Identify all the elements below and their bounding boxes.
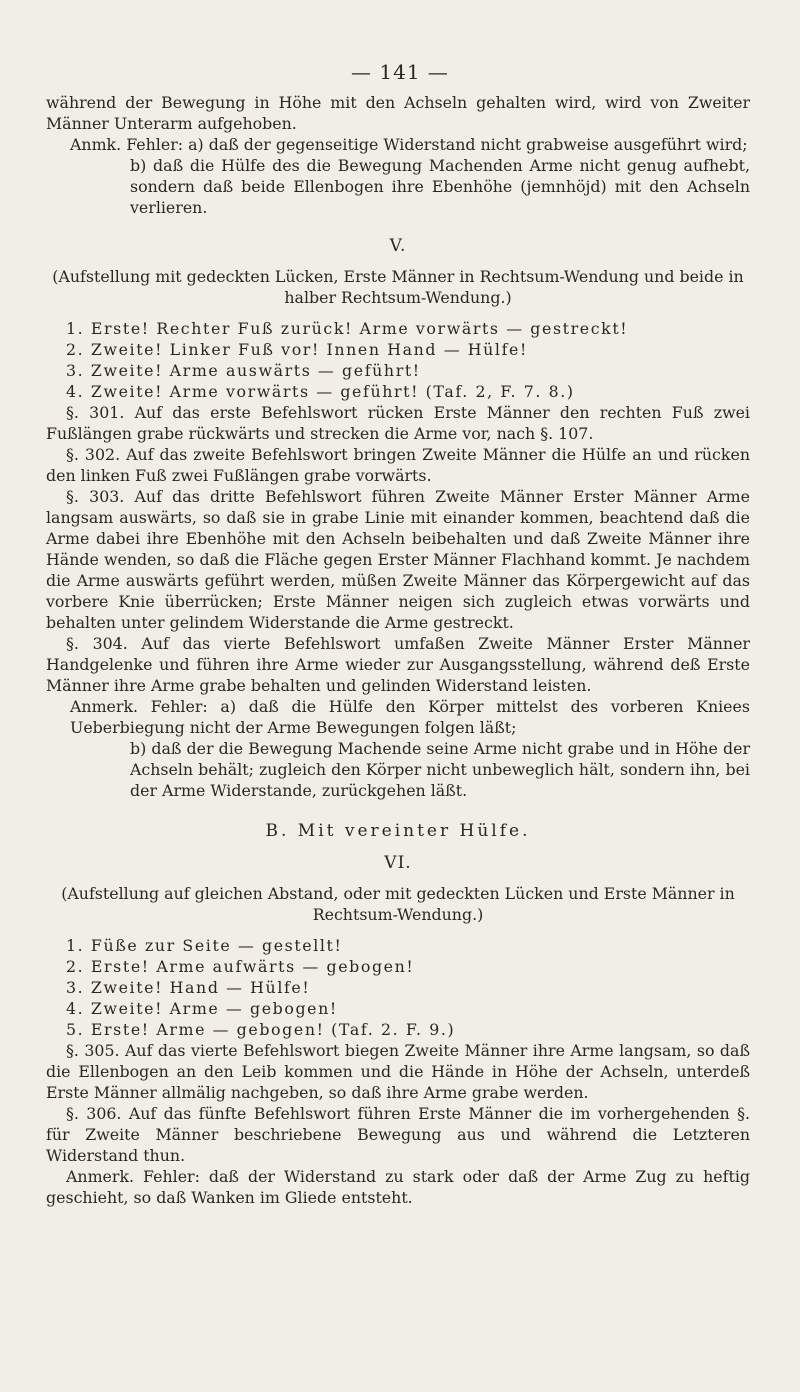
command-line: 5. Erste! Arme — gebogen! (Taf. 2. F. 9.) (66, 1020, 456, 1039)
command-line: 4. Zweite! Arme vorwärts — geführt! (Taf. 2, F. 7. 8.) (66, 382, 575, 401)
paragraph-301: §. 301. Auf das erste Befehlswort rücken Erste Männer den rechten Fuß zwei Fußlängen grabe rückwärts und strecken die Arme vor, nach §. 107. (46, 403, 750, 443)
remark-error-a: Fehler: a) daß die Hülfe den Körper mittelst des vorberen Kniees Ueberbiegung nicht der Arme Bewegungen folgen läßt; (70, 697, 750, 737)
command-line: 2. Erste! Arme aufwärts — gebogen! (66, 957, 415, 976)
paragraph-306: §. 306. Auf das fünfte Befehlswort führen Erste Männer die im vorhergehenden §. für Zweite Männer beschriebene Bewegung aus und während die Letzteren Widerstand thun. (46, 1104, 750, 1165)
remark-label: Anmk. (70, 135, 122, 154)
command-line: 3. Zweite! Arme auswärts — geführt! (66, 361, 421, 380)
paragraph-305: §. 305. Auf das vierte Befehlswort biegen Zweite Männer ihre Arme langsam, so daß die Ellenbogen an den Leib kommen und die Hände in Höhe der Achseln, unterdeß Erste Männer allmälig nachgeben, so daß ihre Arme grabe werden. (46, 1041, 750, 1102)
page-number: — 141 — (351, 60, 449, 84)
page-content (46, 92, 750, 1208)
command-line: 1. Erste! Rechter Fuß zurück! Arme vorwärts — gestreckt! (66, 319, 629, 338)
command-line: 4. Zweite! Arme — gebogen! (66, 999, 338, 1018)
command-line: 2. Zweite! Linker Fuß vor! Innen Hand — Hülfe! (66, 340, 528, 359)
command-line: 3. Zweite! Hand — Hülfe! (66, 978, 311, 997)
paragraph-303: §. 303. Auf das dritte Befehlswort führen Zweite Männer Erster Männer Arme langsam auswärts, so daß sie in grabe Linie mit einander kommen, beachtend daß die Arme dabei ihre Ebenhöhe mit den Achseln beibehalten und daß Zweite Männer ihre Hände wenden, so daß die Fläche gegen Erster Männer Flachhand kommt. Je nachdem die Arme auswärts geführt werden, müßen Zweite Männer das Körpergewicht auf das vorbere Knie überrücken; Erste Männer neigen sich zugleich etwas vorwärts und behalten unter gelindem Widerstande die Arme gestreckt. (46, 487, 750, 632)
remark-2-error-b: b) daß der die Bewegung Machende seine Arme nicht grabe und in Höhe der Achseln behält; zugleich den Körper nicht unbeweglich hält, sondern ihn, bei der Arme Widerstande, zurückgehen läßt. (130, 739, 750, 800)
section-vi-setup: (Aufstellung auf gleichen Abstand, oder mit gedeckten Lücken und Erste Männer in Rechtsum-Wendung.) (61, 884, 735, 924)
command-line: 1. Füße zur Seite — gestellt! (66, 936, 343, 955)
remark-error-a: Fehler: a) daß der gegenseitige Widerstand nicht grabweise ausgeführt wird; (126, 135, 748, 154)
paragraph-continued: während der Bewegung in Höhe mit den Achseln gehalten wird, wird von Zweiter Männer Unterarm aufgehoben. (46, 93, 750, 133)
remark-2 (46, 696, 750, 738)
remark-3: Anmerk. Fehler: daß der Widerstand zu stark oder daß der Arme Zug zu heftig geschieht, so daß Wanken im Gliede entsteht. (46, 1167, 750, 1207)
paragraph-304: §. 304. Auf das vierte Befehlswort umfaßen Zweite Männer Erster Männer Handgelenke und führen ihre Arme wieder zur Ausgangsstellung, während deß Erste Männer ihre Arme grabe behalten und gelinden Widerstand leisten. (46, 634, 750, 695)
section-vi-numeral: VI. (384, 853, 412, 873)
section-b-heading: B. Mit vereinter Hülfe. (265, 821, 531, 841)
remark-label: Anmerk. (70, 697, 139, 716)
section-v-numeral: V. (389, 236, 407, 256)
section-v-setup: (Aufstellung mit gedeckten Lücken, Erste Männer in Rechtsum-Wendung und beide in halber Rechtsum-Wendung.) (52, 267, 744, 307)
paragraph-302: §. 302. Auf das zweite Befehlswort bringen Zweite Männer die Hülfe an und rücken den linken Fuß zwei Fußlängen grabe vorwärts. (46, 445, 750, 485)
remark-1-label-a (46, 134, 750, 155)
remark-1-error-b: b) daß die Hülfe des die Bewegung Machenden Arme nicht genug aufhebt, sondern daß beide Ellenbogen ihre Ebenhöhe (jemnhöjd) mit den Achseln verlieren. (130, 156, 750, 217)
